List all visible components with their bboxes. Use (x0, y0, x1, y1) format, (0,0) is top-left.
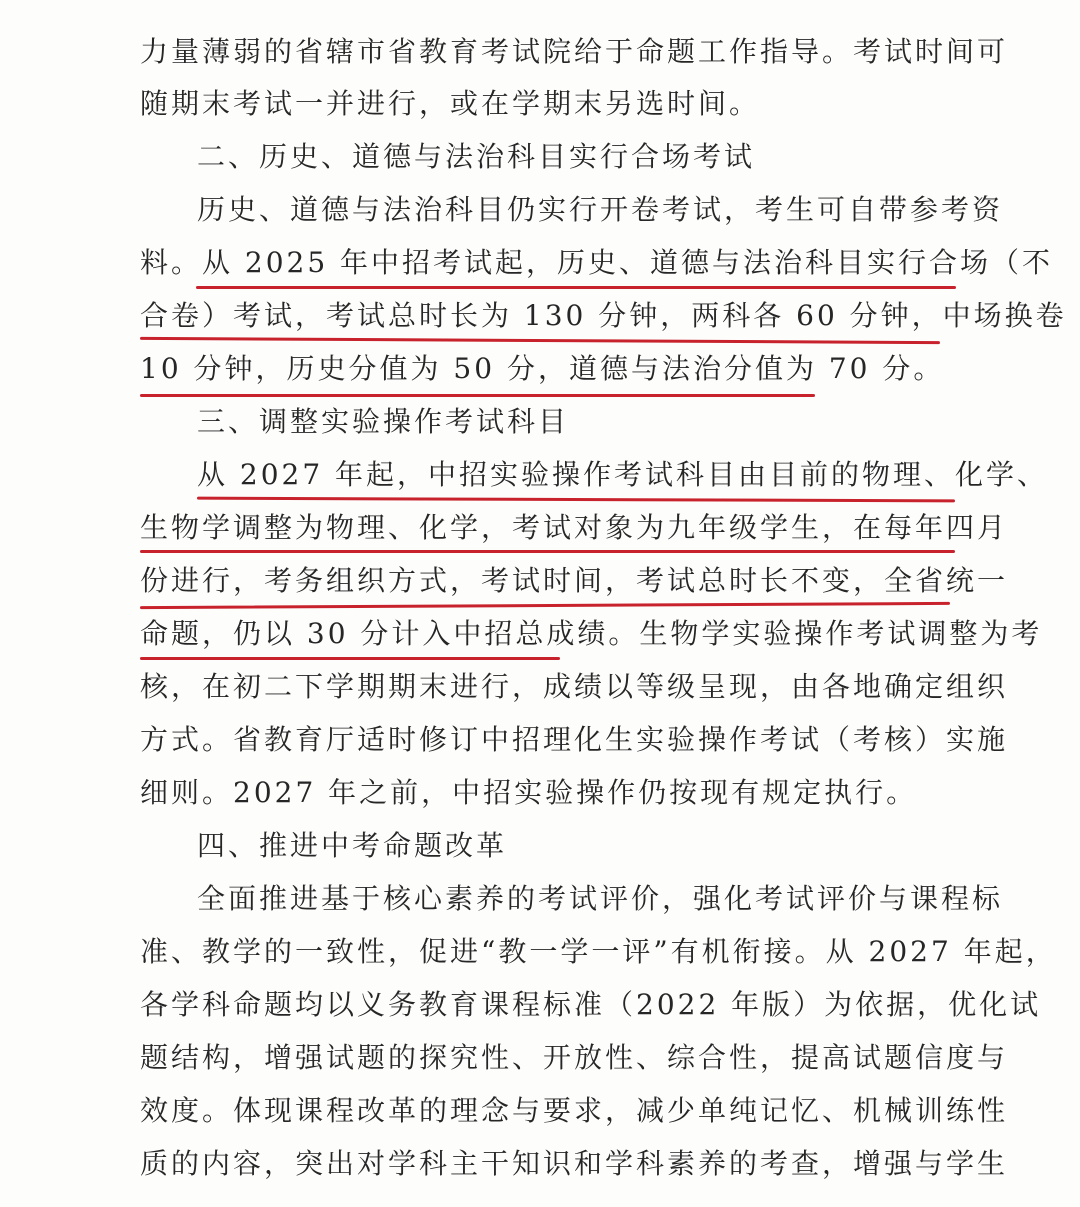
text-line: 题结构，增强试题的探究性、开放性、综合性，提高试题信度与 (140, 1041, 1009, 1074)
highlight-underline (197, 497, 955, 503)
text-line: 核，在初二下学期期末进行，成绩以等级呈现，由各地确定组织 (140, 670, 1009, 703)
text-line: 随期末考试一并进行，或在学期末另选时间。 (140, 87, 761, 120)
text-line: 质的内容，突出对学科主干知识和学科素养的考查，增强与学生 (140, 1147, 1009, 1180)
section-heading: 二、历史、道德与法治科目实行合场考试 (197, 140, 756, 173)
text-line: 准、教学的一致性，促进“教一学一评”有机衔接。从 2027 年起， (140, 935, 1057, 968)
text-line: 细则。2027 年之前，中招实验操作仍按现有规定执行。 (140, 776, 918, 809)
text-line: 生物学调整为物理、化学，考试对象为九年级学生，在每年四月 (140, 511, 1009, 544)
text-line: 历史、道德与法治科目仍实行开卷考试，考生可自带参考资 (197, 193, 1004, 226)
highlight-underline (140, 337, 940, 344)
text-line: 效度。体现课程改革的理念与要求，减少单纯记忆、机械训练性 (140, 1094, 1009, 1127)
text-line: 10 分钟，历史分值为 50 分，道德与法治分值为 70 分。 (140, 352, 945, 385)
text-line: 方式。省教育厅适时修订中招理化生实验操作考试（考核）实施 (140, 723, 1009, 756)
highlight-underline (140, 657, 560, 660)
highlight-underline (140, 602, 950, 609)
text-line: 各学科命题均以义务教育课程标准（2022 年版）为依据，优化试 (140, 988, 1042, 1021)
text-line: 从 2027 年起，中招实验操作考试科目由目前的物理、化学、 (197, 458, 1049, 491)
text-line: 全面推进基于核心素养的考试评价，强化考试评价与课程标 (197, 882, 1004, 915)
text-line: 命题，仍以 30 分计入中招总成绩。生物学实验操作考试调整为考 (140, 617, 1043, 650)
section-heading: 四、推进中考命题改革 (197, 829, 508, 862)
text-line: 料。从 2025 年中招考试起，历史、道德与法治科目实行合场（不 (140, 246, 1054, 279)
highlight-underline (140, 550, 955, 553)
text-line: 力量薄弱的省辖市省教育考试院给于命题工作指导。考试时间可 (140, 35, 1009, 68)
highlight-underline (140, 394, 815, 397)
section-heading: 三、调整实验操作考试科目 (197, 405, 570, 438)
text-line: 合卷）考试，考试总时长为 130 分钟，两科各 60 分钟，中场换卷 (140, 299, 1067, 332)
highlight-underline (196, 286, 956, 289)
text-line: 份进行，考务组织方式，考试时间，考试总时长不变，全省统一 (140, 564, 1009, 597)
